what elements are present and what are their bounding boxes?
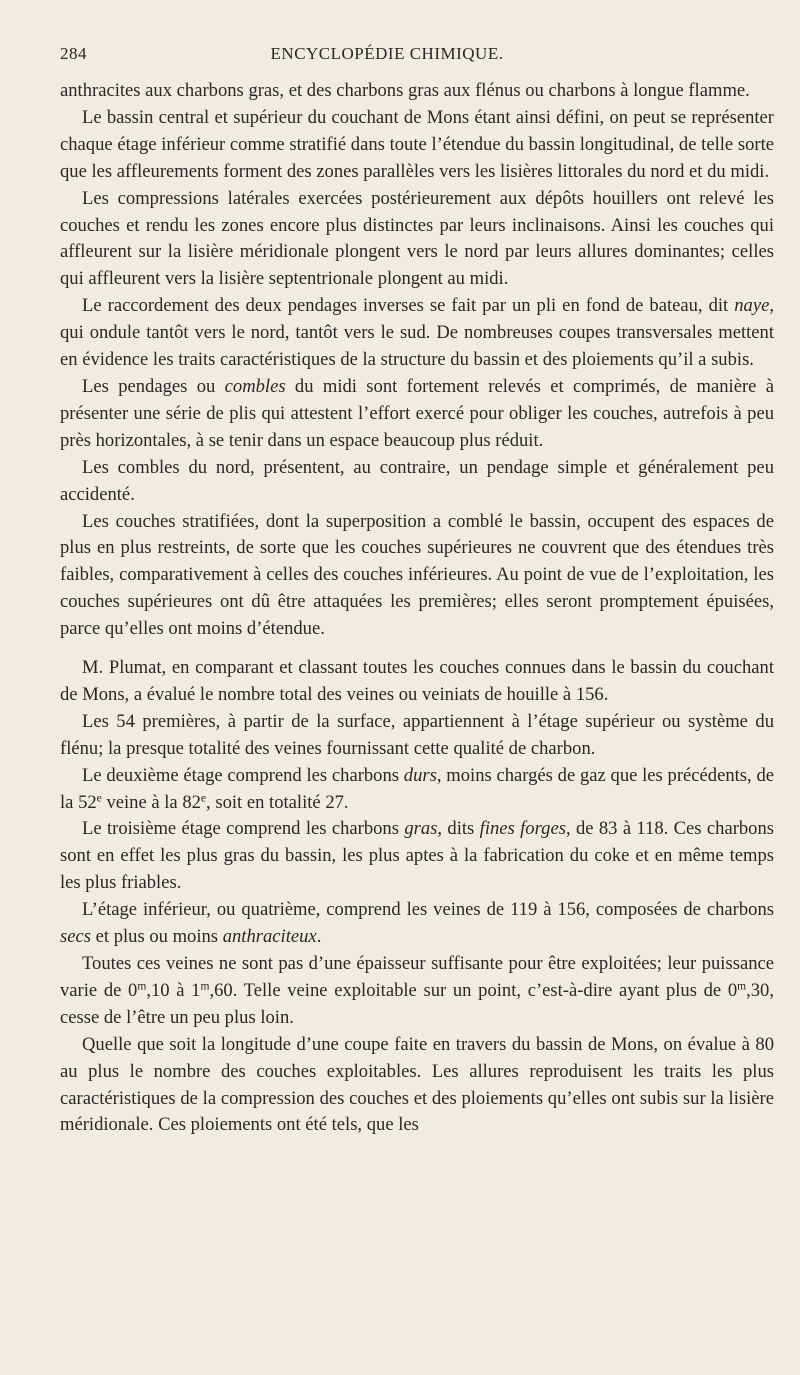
text-run: Les compressions latérales exercées postérieurement aux dépôts houillers ont relevé les couches et rendu les zones encore plus distinctes par leurs inclinaisons. Ainsi les couches qui affleurent sur la lisière méridionale plongent vers le nord par leurs allures dominantes; celles qui affleurent vers la lisière septentrionale plongent au midi. bbox=[60, 187, 774, 290]
superscript: m bbox=[137, 980, 147, 993]
paragraph bbox=[60, 293, 774, 374]
paragraph bbox=[60, 655, 774, 709]
text-run: Les couches stratifiées, dont la superposition a comblé le bassin, occupent des espaces de plus en plus restreints, de sorte que les couches supérieures ne couvrent que des étendues très faibles, comparativement à celles des couches inférieures. Au point de vue de l’exploitation, les couches supérieures ont dû être attaquées les premières; elles seront promptement épuisées, parce qu’elles ont moins d’étendue. bbox=[60, 510, 774, 640]
text-run: Le bassin central et supérieur du couchant de Mons étant ainsi défini, on peut se représenter chaque étage inférieur comme stratifié dans toute l’étendue du bassin longitudinal, de telle sorte que les affleurements forment des zones parallèles vers les lisières littorales du nord et du midi. bbox=[60, 106, 774, 182]
italic-term: fines forges bbox=[479, 818, 566, 840]
text-run: Les combles du nord, présentent, au contraire, un pendage simple et généralement peu accidenté. bbox=[60, 456, 774, 505]
text-run: ,60. Telle veine exploitable sur un point, c’est-à-dire ayant plus de 0 bbox=[209, 979, 738, 1001]
paragraph bbox=[60, 509, 774, 644]
text-run: , soit en totalité 27. bbox=[206, 791, 349, 813]
body-text bbox=[60, 78, 774, 1139]
text-run: , de 83 à 118. Ces charbons sont en effet les plus gras du bassin, les plus aptes à la fabrication du coke et en même temps les plus friables. bbox=[60, 818, 775, 894]
italic-term: naye bbox=[734, 295, 770, 317]
page-number: 284 bbox=[60, 44, 87, 63]
text-run: veine à la 82 bbox=[101, 791, 201, 813]
text-run: ,10 à 1 bbox=[146, 979, 201, 1001]
text-run: du midi sont fortement relevés et comprimés, de manière à présenter une série de plis qui attestent l’effort exercé pour obliger les couches, autrefois à peu près horizontales, à se tenir dans un espace beaucoup plus réduit. bbox=[60, 375, 774, 451]
italic-term: gras bbox=[404, 818, 438, 840]
text-run: Toutes ces veines ne sont pas d’une épaisseur suffisante pour être exploitées; leur puissance varie de 0 bbox=[60, 953, 774, 1001]
paragraph bbox=[60, 816, 774, 897]
running-title: ENCYCLOPÉDIE CHIMIQUE. bbox=[270, 44, 504, 63]
text-run: Le raccordement des deux pendages inverses se fait par un pli en fond de bateau, dit bbox=[82, 295, 735, 317]
italic-term: secs bbox=[60, 926, 91, 948]
paragraph bbox=[60, 897, 774, 951]
italic-term: anthraciteux bbox=[222, 926, 317, 948]
text-run: , moins chargés de gaz que les précédents, de la 52 bbox=[60, 764, 775, 813]
paragraph bbox=[60, 1032, 774, 1140]
italic-term: combles bbox=[224, 375, 286, 397]
paragraph bbox=[60, 709, 774, 763]
paragraph bbox=[60, 951, 774, 1032]
text-run: . bbox=[316, 926, 322, 948]
text-run: ,30, cesse de l’être un peu plus loin. bbox=[60, 979, 774, 1028]
italic-term: durs bbox=[403, 764, 437, 786]
text-run: anthracites aux charbons gras, et des charbons gras aux flénus ou charbons à longue flamme. bbox=[60, 80, 750, 101]
text-run: Les 54 premières, à partir de la surface, appartiennent à l’étage supérieur ou système du flénu; la presque totalité des veines fournissant cette qualité de charbon. bbox=[60, 710, 774, 759]
paragraph bbox=[60, 105, 774, 186]
text-run: , dits bbox=[437, 818, 480, 840]
text-run: Le troisième étage comprend les charbons bbox=[82, 818, 405, 840]
superscript: m bbox=[737, 980, 747, 993]
paragraph bbox=[60, 455, 774, 509]
paragraph bbox=[60, 763, 774, 817]
superscript: e bbox=[96, 792, 102, 805]
superscript: m bbox=[200, 980, 210, 993]
paragraph bbox=[60, 78, 774, 105]
text-run: M. Plumat, en comparant et classant toutes les couches connues dans le bassin du couchant de Mons, a évalué le nombre total des veines ou veiniats de houille à 156. bbox=[60, 657, 774, 705]
text-run: Quelle que soit la longitude d’une coupe faite en travers du bassin de Mons, on évalue à 80 au plus le nombre des couches exploitables. Les allures reproduisent les traits les plus caractéristiques de la compression des couches et des ploiements qu’elles ont subis sur la lisière méridionale. Ces ploiements ont été tels, que les bbox=[60, 1033, 774, 1136]
running-head bbox=[60, 44, 774, 78]
text-run: , qui ondule tantôt vers le nord, tantôt vers le sud. De nombreuses coupes transversales mettent en évidence les traits caractéristiques de la structure du bassin et des ploiements qu’il a subis. bbox=[60, 295, 774, 371]
superscript: e bbox=[200, 792, 207, 805]
text-run: L’étage inférieur, ou quatrième, comprend les veines de 119 à 156, composées de charbons bbox=[82, 899, 774, 921]
text-run: Le deuxième étage comprend les charbons bbox=[82, 764, 404, 786]
paragraph bbox=[60, 186, 774, 294]
paragraph bbox=[60, 374, 774, 455]
text-run: et plus ou moins bbox=[90, 926, 223, 948]
text-run: Les pendages ou bbox=[82, 375, 225, 397]
